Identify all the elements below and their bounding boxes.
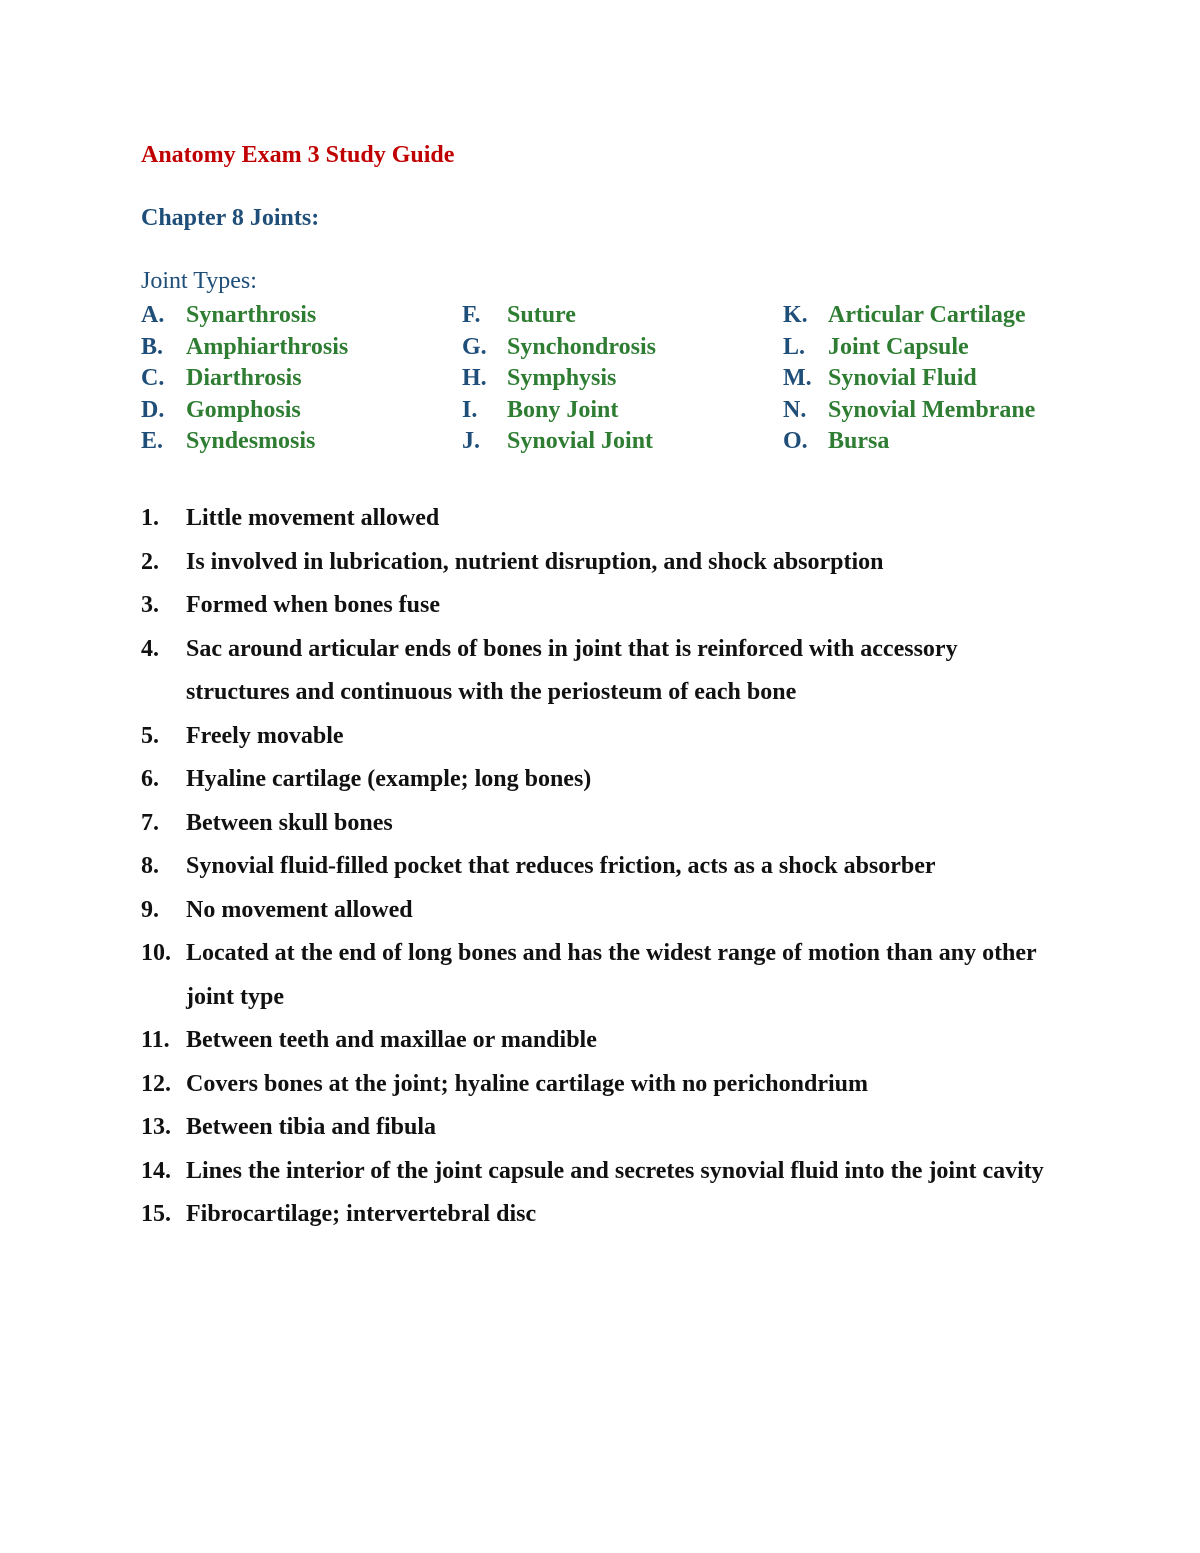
question-item xyxy=(141,584,1061,628)
joint-type-item xyxy=(783,426,1035,458)
joint-type-letter: N. xyxy=(783,396,807,423)
joint-type-name: Synovial Joint xyxy=(507,428,654,454)
joint-type-letter: G. xyxy=(462,333,487,360)
question-text: Synovial fluid-filled pocket that reduces friction, acts as a shock absorber xyxy=(186,853,936,879)
joint-types-column-3 xyxy=(783,300,1035,458)
question-item xyxy=(141,1193,1061,1237)
question-number: 6. xyxy=(141,766,159,792)
question-number: 14. xyxy=(141,1157,171,1184)
joint-type-item xyxy=(783,363,1035,395)
joint-type-item xyxy=(462,332,656,364)
question-number: 3. xyxy=(141,592,159,618)
question-item xyxy=(141,758,1061,802)
question-text: Between tibia and fibula xyxy=(186,1114,437,1140)
question-number: 15. xyxy=(141,1201,171,1227)
question-text: Hyaline cartilage (example; long bones) xyxy=(186,766,592,792)
question-text: Located at the end of long bones and has the widest range of motion than any other joint type xyxy=(186,940,1037,1010)
joint-types-column-2 xyxy=(462,300,656,458)
joint-type-name: Syndesmosis xyxy=(186,428,316,454)
joint-type-name: Bony Joint xyxy=(507,396,619,423)
joint-type-letter: C. xyxy=(141,365,165,391)
joint-type-letter: K. xyxy=(783,302,808,328)
question-text: Between teeth and maxillae or mandible xyxy=(186,1027,597,1053)
questions-list xyxy=(141,497,1061,1237)
joint-type-item xyxy=(783,332,1035,364)
question-item xyxy=(141,1150,1061,1194)
joint-type-letter: O. xyxy=(783,428,808,454)
question-text: Lines the interior of the joint capsule and secretes synovial fluid into the joint cavity xyxy=(186,1157,1044,1184)
question-item xyxy=(141,1063,1061,1107)
joint-type-name: Joint Capsule xyxy=(828,333,969,360)
joint-type-letter: I. xyxy=(462,396,478,423)
question-item xyxy=(141,715,1061,759)
question-number: 11. xyxy=(141,1027,170,1053)
question-text: Is involved in lubrication, nutrient disruption, and shock absorption xyxy=(186,548,884,575)
joint-types-column-1 xyxy=(141,300,348,458)
question-text: Freely movable xyxy=(186,722,344,749)
joint-type-item xyxy=(783,395,1035,427)
question-item xyxy=(141,1019,1061,1063)
joint-type-letter: A. xyxy=(141,302,165,328)
question-number: 4. xyxy=(141,635,159,662)
question-item xyxy=(141,932,1061,1019)
joint-type-item xyxy=(141,332,348,364)
question-text: Sac around articular ends of bones in joint that is reinforced with accessory structures and continuous with the periosteum of each bone xyxy=(186,635,958,705)
document-title: Anatomy Exam 3 Study Guide xyxy=(141,142,455,168)
question-item xyxy=(141,889,1061,933)
question-text: Fibrocartilage; intervertebral disc xyxy=(186,1201,537,1227)
joint-type-item xyxy=(462,363,656,395)
joint-type-name: Synovial Membrane xyxy=(828,396,1036,423)
question-item xyxy=(141,497,1061,541)
joint-type-item xyxy=(141,395,348,427)
joint-type-letter: E. xyxy=(141,428,164,454)
question-number: 9. xyxy=(141,896,159,923)
question-number: 1. xyxy=(141,505,159,531)
question-text: Formed when bones fuse xyxy=(186,592,441,618)
question-number: 2. xyxy=(141,548,159,575)
joint-type-letter: J. xyxy=(462,428,480,454)
joint-type-name: Bursa xyxy=(828,428,890,454)
joint-type-item xyxy=(141,426,348,458)
question-number: 13. xyxy=(141,1114,171,1140)
joint-type-name: Suture xyxy=(507,302,576,328)
joint-type-name: Amphiarthrosis xyxy=(186,333,349,360)
joint-type-item xyxy=(462,426,656,458)
question-text: Covers bones at the joint; hyaline cartilage with no perichondrium xyxy=(186,1070,868,1097)
joint-type-item xyxy=(783,300,1035,332)
question-number: 7. xyxy=(141,809,159,836)
joint-type-name: Diarthrosis xyxy=(186,365,302,391)
joint-type-name: Synarthrosis xyxy=(186,302,317,328)
question-item xyxy=(141,1106,1061,1150)
chapter-heading: Chapter 8 Joints: xyxy=(141,205,320,231)
joint-type-letter: B. xyxy=(141,333,164,360)
joint-types-heading: Joint Types: xyxy=(141,268,257,294)
joint-type-name: Synovial Fluid xyxy=(828,365,977,391)
joint-type-item xyxy=(141,300,348,332)
joint-type-name: Symphysis xyxy=(507,365,617,391)
joint-type-item xyxy=(462,300,656,332)
joint-type-letter: F. xyxy=(462,302,481,328)
question-text: No movement allowed xyxy=(186,896,413,923)
question-number: 12. xyxy=(141,1070,171,1097)
question-item xyxy=(141,802,1061,846)
joint-type-name: Synchondrosis xyxy=(507,333,656,360)
joint-type-item xyxy=(462,395,656,427)
question-item xyxy=(141,628,1061,715)
joint-type-name: Gomphosis xyxy=(186,396,301,423)
question-item xyxy=(141,541,1061,585)
joint-type-name: Articular Cartilage xyxy=(828,302,1026,328)
joint-type-item xyxy=(141,363,348,395)
question-number: 5. xyxy=(141,722,159,749)
joint-type-letter: D. xyxy=(141,396,165,423)
question-number: 8. xyxy=(141,853,159,879)
question-number: 10. xyxy=(141,940,171,966)
joint-type-letter: L. xyxy=(783,333,806,360)
question-text: Little movement allowed xyxy=(186,505,440,531)
question-item xyxy=(141,845,1061,889)
question-text: Between skull bones xyxy=(186,809,393,836)
joint-type-letter: M. xyxy=(783,365,812,391)
joint-type-letter: H. xyxy=(462,365,487,391)
